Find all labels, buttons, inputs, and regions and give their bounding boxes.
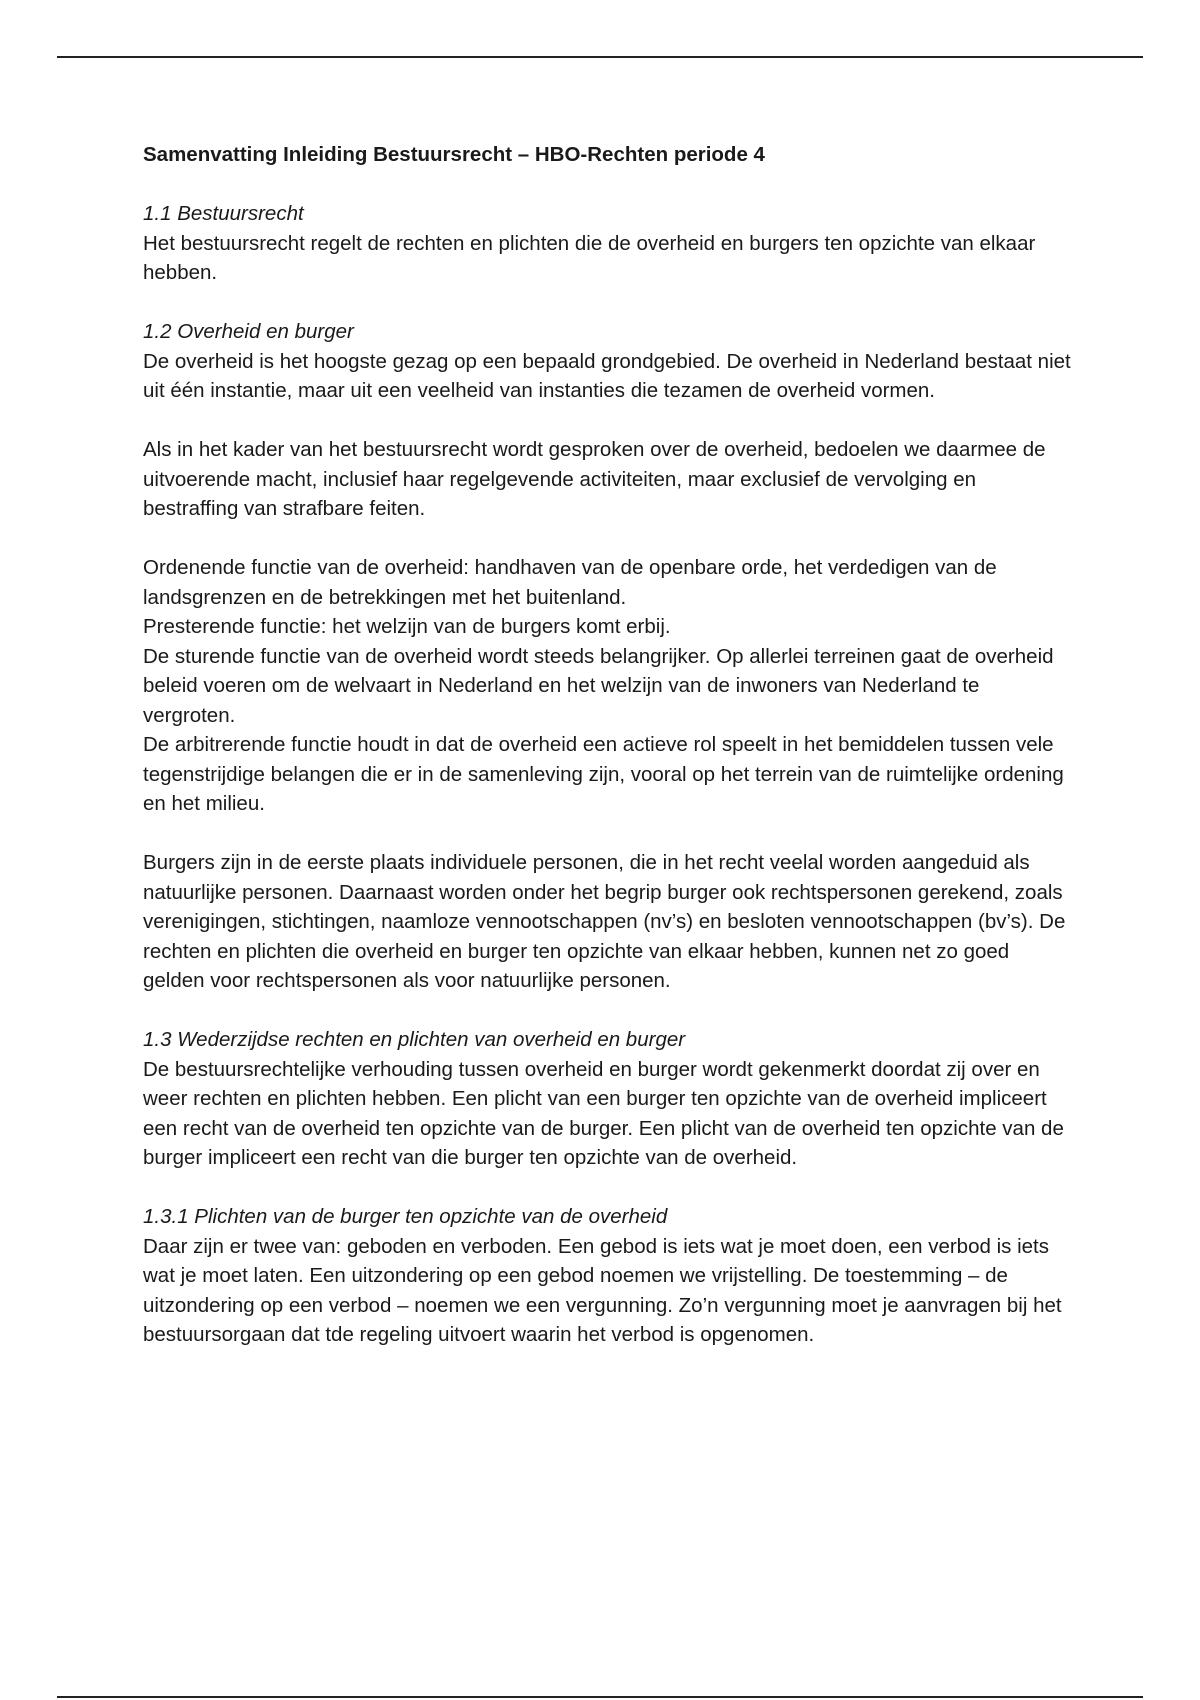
section-heading: 1.2 Overheid en burger xyxy=(143,320,354,343)
bottom-rule xyxy=(57,1696,1143,1698)
section-paragraph: Daar zijn er twee van: geboden en verboden. Een gebod is iets wat je moet doen, een verbod is iets wat je moet laten. Een uitzondering op een gebod noemen we vrijstelling. De toestemming – de uitzondering op een verbod – noemen we een vergunning. Zo’n vergunning moet je aanvragen bij het bestuursorgaan dat tde regeling uitvoert waarin het verbod is opgenomen. xyxy=(143,1234,1062,1346)
section-paragraph: De overheid is het hoogste gezag op een bepaald grondgebied. De overheid in Nederland bestaat niet uit één instantie, maar uit een veelheid van instanties die tezamen de overheid vormen. xyxy=(143,349,1071,402)
section-1-3 xyxy=(143,1025,1073,1173)
section-heading: 1.3.1 Plichten van de burger ten opzichte van de overheid xyxy=(143,1205,668,1228)
document-body xyxy=(143,140,1073,1379)
top-rule xyxy=(57,56,1143,58)
paragraph-uitvoerende-macht xyxy=(143,435,1073,524)
section-1-3-1 xyxy=(143,1202,1073,1350)
section-paragraph: De bestuursrechtelijke verhouding tussen overheid en burger wordt gekenmerkt doordat zij over en weer rechten en plichten hebben. Een plicht van een burger ten opzichte van de overheid impliceert een recht van de overheid ten opzichte van de burger. Een plicht van de overheid ten opzichte van de burger impliceert een recht van die burger ten opzichte van de overheid. xyxy=(143,1057,1064,1169)
function-line-arbitrerende: De arbitrerende functie houdt in dat de overheid een actieve rol speelt in het bemiddelen tussen vele tegenstrijdige belangen die er in de samenleving zijn, vooral op het terrein van de ruimtelijke ordening en het milieu. xyxy=(143,733,1064,815)
paragraph-functies xyxy=(143,553,1073,819)
paragraph-burgers xyxy=(143,848,1073,996)
section-heading: 1.3 Wederzijdse rechten en plichten van overheid en burger xyxy=(143,1028,686,1051)
function-line-presterende: Presterende functie: het welzijn van de burgers komt erbij. xyxy=(143,615,671,638)
document-title: Samenvatting Inleiding Bestuursrecht – HBO-Rechten periode 4 xyxy=(143,143,765,166)
section-paragraph: Het bestuursrecht regelt de rechten en plichten die de overheid en burgers ten opzichte van elkaar hebben. xyxy=(143,231,1036,284)
section-1-1 xyxy=(143,199,1073,288)
section-1-2 xyxy=(143,317,1073,406)
section-paragraph: Als in het kader van het bestuursrecht wordt gesproken over de overheid, bedoelen we daarmee de uitvoerende macht, inclusief haar regelgevende activiteiten, maar exclusief de vervolging en bestraffing van strafbare feiten. xyxy=(143,438,1046,520)
function-line-ordenende: Ordenende functie van de overheid: handhaven van de openbare orde, het verdedigen van de landsgrenzen en de betrekkingen met het buitenland. xyxy=(143,556,997,609)
section-paragraph: Burgers zijn in de eerste plaats individuele personen, die in het recht veelal worden aangeduid als natuurlijke personen. Daarnaast worden onder het begrip burger ook rechtspersonen gerekend, zoals verenigingen, stichtingen, naamloze vennootschappen (nv’s) en besloten vennootschappen (bv’s). De rechten en plichten die overheid en burger ten opzichte van elkaar hebben, kunnen net zo goed gelden voor rechtspersonen als voor natuurlijke personen. xyxy=(143,851,1066,992)
section-heading: 1.1 Bestuursrecht xyxy=(143,202,304,225)
function-line-sturende: De sturende functie van de overheid wordt steeds belangrijker. Op allerlei terreinen gaat de overheid beleid voeren om de welvaart in Nederland en het welzijn van de inwoners van Nederland te vergroten. xyxy=(143,644,1054,727)
